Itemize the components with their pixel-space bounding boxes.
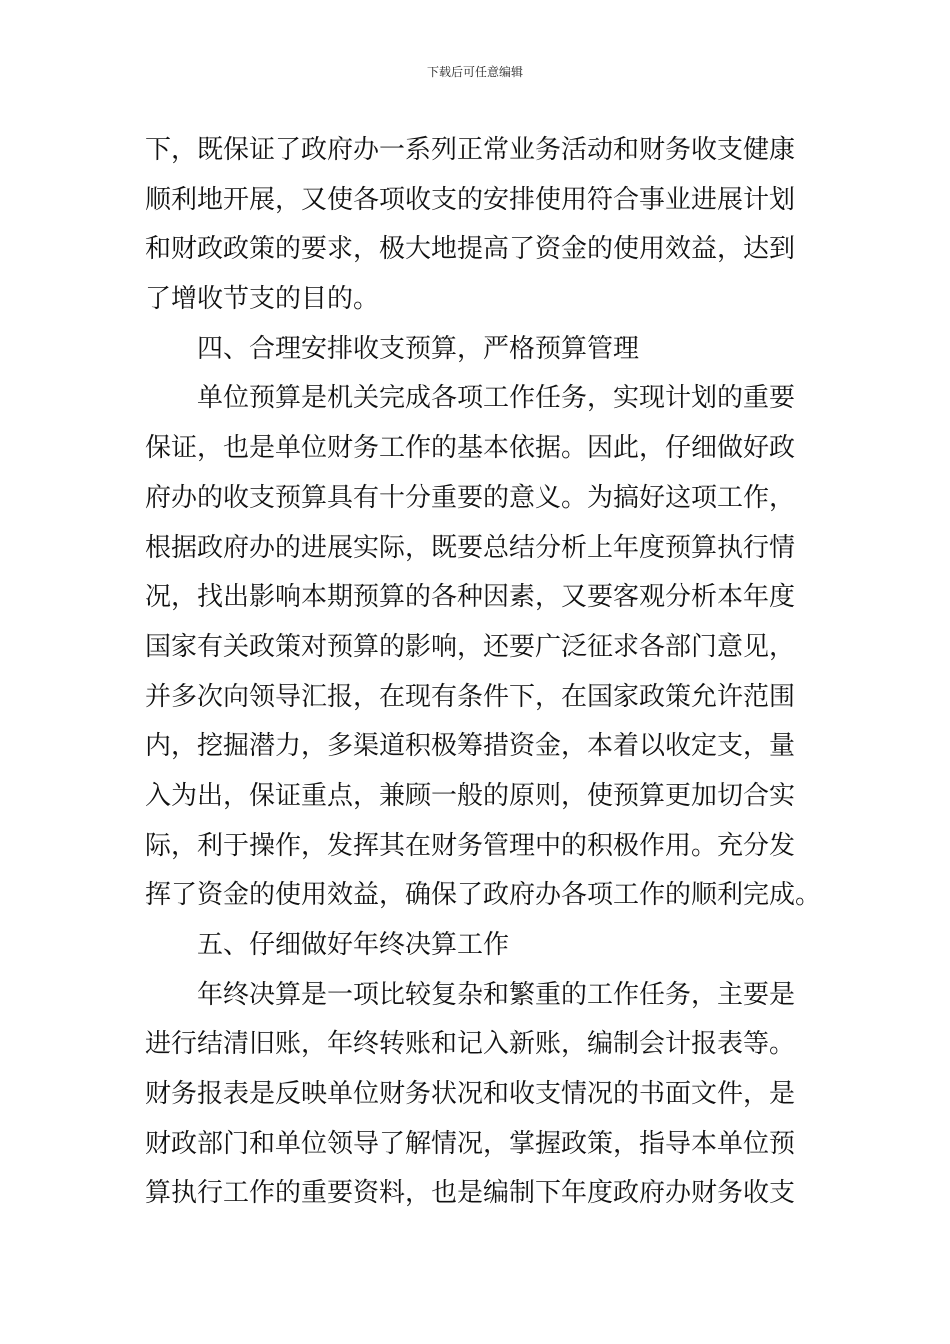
text-line: 财务报表是反映单位财务状况和收支情况的书面文件，是 (145, 1079, 796, 1110)
text-line: 根据政府办的进展实际，既要总结分析上年度预算执行情 (145, 532, 796, 563)
text-line: 并多次向领导汇报，在现有条件下，在国家政策允许范围 (145, 681, 796, 712)
text-line: 算执行工作的重要资料，也是编制下年度政府办财务收支 (145, 1178, 796, 1209)
text-line: 保证，也是单位财务工作的基本依据。因此，仔细做好政 (145, 433, 796, 464)
text-line: 单位预算是机关完成各项工作任务，实现计划的重要 (197, 383, 796, 414)
text-line: 国家有关政策对预算的影响，还要广泛征求各部门意见， (145, 631, 796, 662)
text-line: 进行结清旧账，年终转账和记入新账，编制会计报表等。 (145, 1029, 796, 1060)
section-heading: 四、合理安排收支预算，严格预算管理 (197, 333, 640, 364)
text-line: 了增收节支的目的。 (145, 284, 380, 315)
text-line: 际，利于操作，发挥其在财务管理中的积极作用。充分发 (145, 830, 796, 861)
page-header: 下载后可任意编辑 (426, 65, 523, 79)
document-body (145, 126, 822, 1219)
text-line: 挥了资金的使用效益，确保了政府办各项工作的顺利完成。 (145, 880, 822, 911)
text-line: 财政部门和单位领导了解情况，掌握政策，指导本单位预 (145, 1128, 796, 1159)
text-line: 和财政政策的要求，极大地提高了资金的使用效益，达到 (145, 234, 796, 265)
section-heading: 五、仔细做好年终决算工作 (197, 930, 510, 960)
text-line: 况，找出影响本期预算的各种因素，又要客观分析本年度 (145, 582, 796, 613)
text-line: 内，挖掘潜力，多渠道积极筹措资金，本着以收定支，量 (145, 731, 796, 762)
text-line: 入为出，保证重点，兼顾一般的原则，使预算更加切合实 (145, 780, 796, 811)
text-line: 府办的收支预算具有十分重要的意义。为搞好这项工作， (145, 482, 796, 513)
text-line: 年终决算是一项比较复杂和繁重的工作任务，主要是 (197, 979, 796, 1010)
text-line: 顺利地开展，又使各项收支的安排使用符合事业进展计划 (145, 184, 796, 215)
text-line: 下，既保证了政府办一系列正常业务活动和财务收支健康 (145, 135, 796, 165)
